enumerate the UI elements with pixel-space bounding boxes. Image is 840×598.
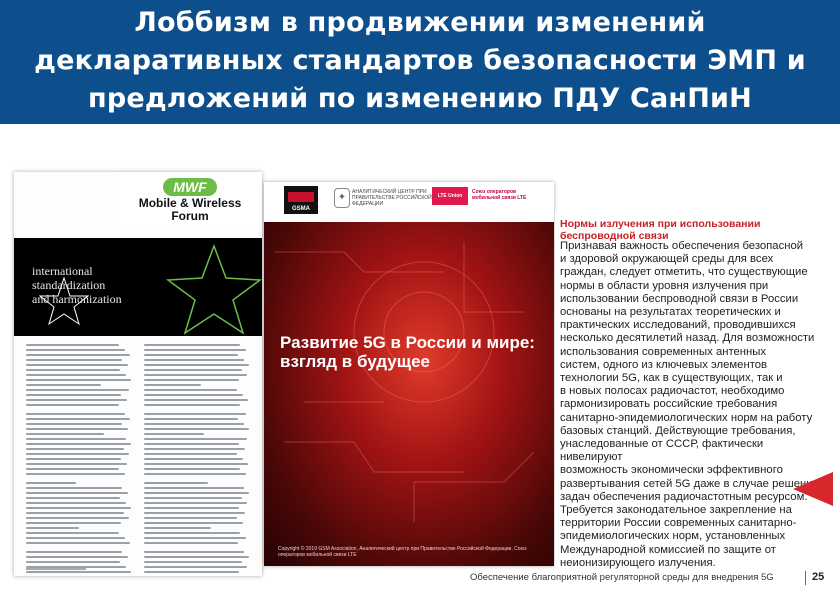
text-line-placeholder [26,389,129,391]
mwf-org-name-2: Forum [171,209,209,223]
excerpt-line: гармонизировать российские требования [560,398,778,411]
text-line-placeholder [144,522,243,524]
text-line-placeholder [26,482,76,484]
text-line-placeholder [144,413,246,415]
text-line-placeholder [144,428,249,430]
cover-copyright: Copyright © 2019 GSM Association, Аналитический центр при Правительстве Российской Федерации, Союз операторов мобильной связи LTE [278,546,527,558]
excerpt-line: развертывания сетей 5G даже в случае решения [560,477,819,490]
text-line-placeholder [144,537,246,539]
text-line-placeholder [144,532,240,534]
text-line-placeholder [26,551,122,553]
excerpt-line: неионизирующего излучения. [560,556,716,569]
text-line-placeholder [26,354,130,356]
text-line-placeholder [144,463,248,465]
text-line-placeholder [144,527,211,529]
excerpt-line: санитарно-эпидемиологических норм на работу [560,411,813,424]
cover-subtitle: взгляд в будущее [280,352,430,371]
text-line-placeholder [26,428,128,430]
excerpt-body [560,240,826,570]
text-line-placeholder [26,522,121,524]
text-line-placeholder [26,458,121,460]
text-line-placeholder [26,507,131,509]
text-line-placeholder [26,537,125,539]
circuit-pattern-icon [264,222,554,566]
text-line-placeholder [144,369,242,371]
lte-union-logo: LTE Union [432,187,468,205]
text-line-placeholder [26,344,119,346]
text-line-placeholder [144,492,249,494]
title-line-3: предложений по изменению ПДУ СанПиН [88,83,752,114]
text-line-placeholder [26,532,119,534]
title-line-1: Лоббизм в продвижении изменений [134,7,706,38]
text-line-placeholder [26,492,128,494]
text-line-placeholder [144,542,238,544]
slide-footer: Обеспечение благоприятной регуляторной среды для внедрения 5G [470,572,774,583]
mwf-column-2 [144,344,250,576]
text-line-placeholder [144,561,242,563]
slide-title [0,0,840,118]
excerpt-panel [555,212,827,580]
text-line-placeholder [26,561,120,563]
text-line-placeholder [144,443,239,445]
text-line-placeholder [144,433,204,435]
text-line-placeholder [144,379,239,381]
eagle-emblem-icon: ✦ [334,188,350,208]
text-line-placeholder [144,566,247,568]
excerpt-line: задач обеспечения радиочастотным ресурсом. [560,490,808,503]
text-line-placeholder [26,349,125,351]
text-line-placeholder [26,463,127,465]
text-line-placeholder [26,359,122,361]
excerpt-line: в новых полосах радиочастот, необходимо [560,385,785,398]
text-line-placeholder [26,473,125,475]
excerpt-line: практических исследований, проводившихся [560,319,796,332]
text-line-placeholder [144,364,249,366]
mwf-logo [118,172,262,230]
text-line-placeholder [144,349,246,351]
text-line-placeholder [144,453,237,455]
text-line-placeholder [26,487,122,489]
gsma-logo-text: GSMA [292,206,310,212]
excerpt-line: унаследованные от СССР, фактически нивелируют [560,438,764,464]
page-number: 25 [812,571,825,583]
text-line-placeholder [26,527,79,529]
mwf-document [14,172,262,576]
text-line-placeholder [144,404,240,406]
text-line-placeholder [26,556,128,558]
text-line-placeholder [144,468,240,470]
text-line-placeholder [26,384,101,386]
lte-union-logo-text: Союз операторов мобильной связи LTE [472,189,527,201]
excerpt-line: и здоровой окружающей среды для всех [560,253,774,266]
text-line-placeholder [144,399,248,401]
text-line-placeholder [144,394,243,396]
banner-line-3: and harmonization [32,292,122,306]
text-line-placeholder [26,517,129,519]
text-line-placeholder [26,512,124,514]
text-line-placeholder [144,502,247,504]
text-line-placeholder [26,502,126,504]
excerpt-line: нормы в области уровня излучения при [560,279,769,292]
text-line-placeholder [26,374,126,376]
text-line-placeholder [144,571,239,573]
excerpt-line: использования современных антенных [560,345,767,358]
text-line-placeholder [144,551,244,553]
slide-header [0,0,840,124]
cover-artwork [264,222,554,566]
excerpt-line: Требуется законодательное закрепление на [560,504,792,517]
excerpt-line: возможность экономически эффективного [560,464,783,477]
excerpt-title [560,218,760,242]
mwf-badge: MWF [163,178,216,196]
title-line-2: декларативных стандартов безопасности ЭМП и [34,45,806,76]
excerpt-line: Международной комиссией по защите от [560,543,776,556]
text-line-placeholder [144,473,246,475]
text-line-placeholder [144,507,239,509]
gsma-red-bar [288,192,314,202]
text-line-placeholder [26,418,130,420]
mwf-org-name-1: Mobile & Wireless [138,196,242,210]
excerpt-title-line-1: Нормы излучения при использовании [560,218,761,230]
excerpt-line: граждан, следует отметить, что существующие [560,266,808,279]
text-line-placeholder [26,423,122,425]
excerpt-line: основаны на результатах теоретических и [560,306,781,319]
excerpt-line: эпидемиологических норм, установленных [560,530,786,543]
text-line-placeholder [26,399,127,401]
banner-line-2: standardization [32,278,106,292]
text-line-placeholder [26,542,130,544]
banner-line-1: international [32,264,93,278]
text-line-placeholder [144,389,237,391]
text-line-placeholder [144,359,244,361]
text-line-placeholder [26,468,119,470]
text-line-placeholder [26,438,126,440]
mwf-column-1 [26,344,132,576]
text-line-placeholder [26,443,131,445]
analytic-center-logo-text: АНАЛИТИЧЕСКИЙ ЦЕНТР ПРИ ПРАВИТЕЛЬСТВЕ РОССИЙСКОЙ ФЕДЕРАЦИИ [352,189,432,207]
excerpt-title-line-2: беспроводной связи [560,230,669,242]
mwf-banner [14,238,262,336]
text-line-placeholder [26,364,128,366]
excerpt-line: использовании беспроводной связи в России [560,292,799,305]
text-line-placeholder [26,369,120,371]
text-line-placeholder [26,379,131,381]
text-line-placeholder [26,433,104,435]
text-line-placeholder [144,512,245,514]
footer-divider [805,571,806,585]
text-line-placeholder [26,453,129,455]
text-line-placeholder [144,482,208,484]
excerpt-line: технологии 5G, как в существующих, так и [560,372,783,385]
report-logos [264,182,554,214]
mwf-footnote [26,568,86,570]
text-line-placeholder [26,404,119,406]
excerpt-line: территории России современных санитарно- [560,517,797,530]
text-line-placeholder [144,458,243,460]
gsma-logo [284,186,318,214]
text-line-placeholder [26,448,124,450]
text-line-placeholder [144,448,245,450]
text-line-placeholder [144,344,240,346]
text-line-placeholder [144,438,247,440]
report-cover-document [264,182,554,566]
text-line-placeholder [26,497,120,499]
text-line-placeholder [26,394,121,396]
text-line-placeholder [144,517,237,519]
excerpt-line: систем, одного из ключевых элементов [560,358,768,371]
text-line-placeholder [144,418,238,420]
excerpt-line: Признавая важность обеспечения безопасной [560,240,804,252]
text-line-placeholder [144,497,242,499]
text-line-placeholder [144,556,249,558]
cover-title: Развитие 5G в России и мире: [280,333,535,352]
text-line-placeholder [26,571,131,573]
text-line-placeholder [26,413,125,415]
text-line-placeholder [144,423,244,425]
excerpt-line: несколько десятилетий назад. Для возможности [560,332,815,345]
highlight-arrow-icon [793,472,833,506]
text-line-placeholder [144,384,201,386]
text-line-placeholder [144,354,238,356]
text-line-placeholder [144,374,247,376]
text-line-placeholder [144,487,244,489]
excerpt-line: базовых станций. Действующие требования, [560,424,796,437]
